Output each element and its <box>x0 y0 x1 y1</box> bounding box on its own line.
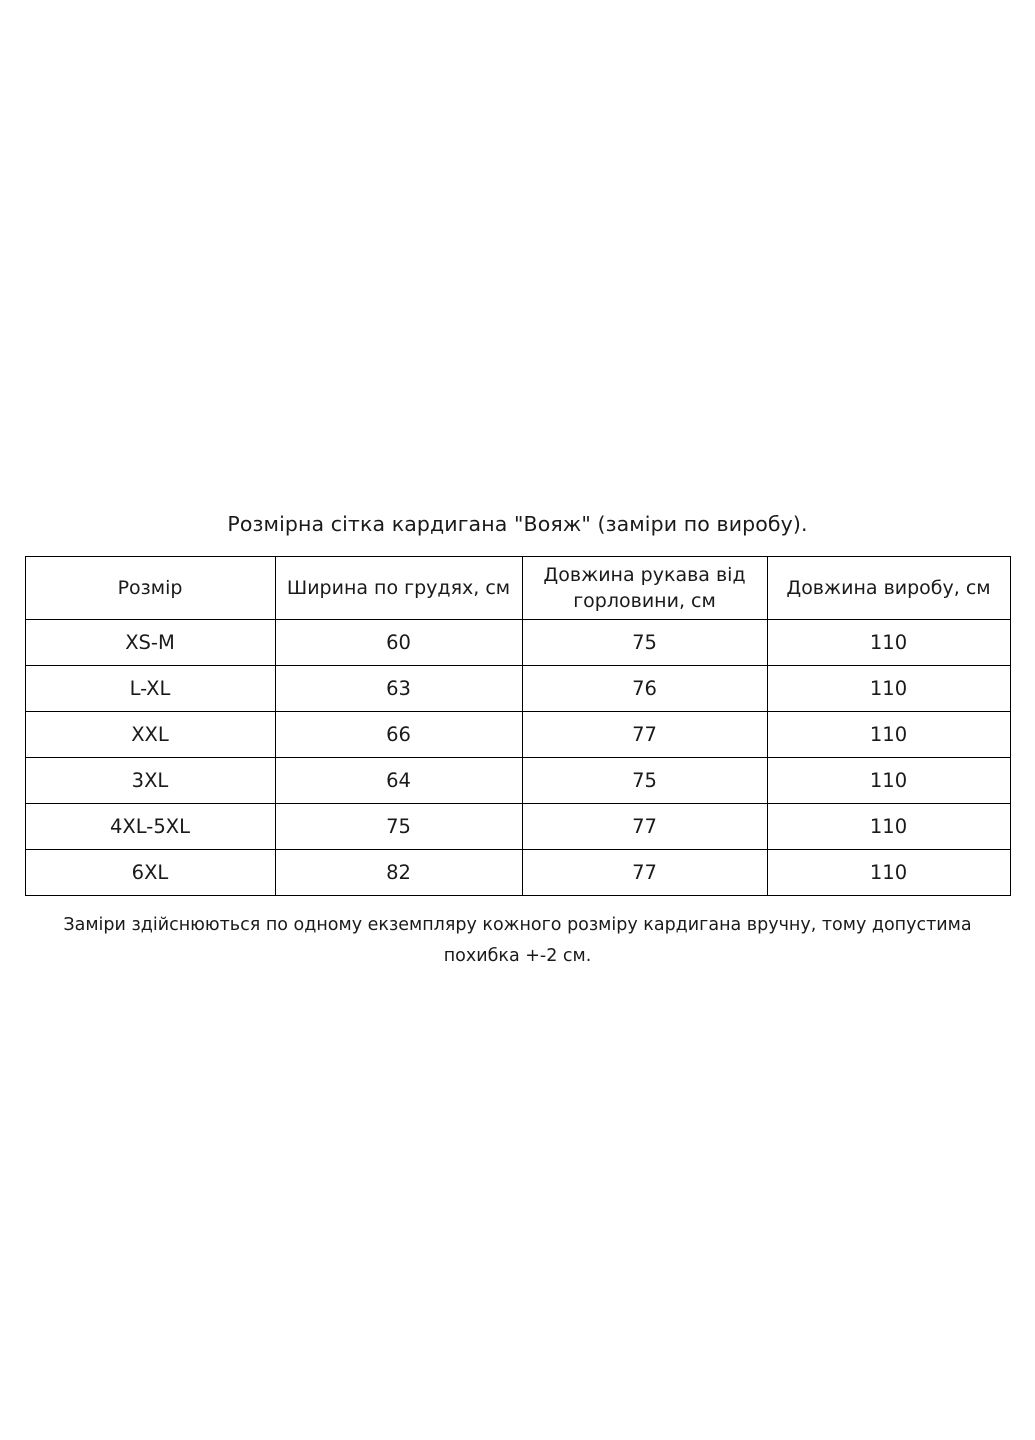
cell-sleeve: 76 <box>522 666 767 712</box>
size-chart-table <box>25 556 1011 896</box>
cell-chest: 75 <box>275 804 522 850</box>
table-row <box>25 620 1010 666</box>
cell-size: 6XL <box>25 850 275 896</box>
cell-length: 110 <box>767 620 1010 666</box>
cell-length: 110 <box>767 758 1010 804</box>
cell-size: 3XL <box>25 758 275 804</box>
cell-length: 110 <box>767 712 1010 758</box>
cell-length: 110 <box>767 804 1010 850</box>
table-row <box>25 712 1010 758</box>
column-header-size: Розмір <box>25 557 275 620</box>
cell-size: XS-M <box>25 620 275 666</box>
table-row <box>25 850 1010 896</box>
cell-chest: 60 <box>275 620 522 666</box>
page-title: Розмірна сітка кардигана "Вояж" (заміри по виробу). <box>227 512 808 536</box>
cell-chest: 63 <box>275 666 522 712</box>
cell-sleeve: 77 <box>522 712 767 758</box>
cell-sleeve: 77 <box>522 850 767 896</box>
cell-sleeve: 77 <box>522 804 767 850</box>
cell-sleeve: 75 <box>522 620 767 666</box>
column-header-sleeve-length: Довжина рукава від горловини, см <box>522 557 767 620</box>
size-chart-block <box>22 510 1013 972</box>
cell-size: XXL <box>25 712 275 758</box>
cell-chest: 82 <box>275 850 522 896</box>
cell-sleeve: 75 <box>522 758 767 804</box>
cell-chest: 66 <box>275 712 522 758</box>
table-row <box>25 666 1010 712</box>
cell-chest: 64 <box>275 758 522 804</box>
column-header-chest-width: Ширина по грудях, см <box>275 557 522 620</box>
table-row <box>25 758 1010 804</box>
table-row <box>25 804 1010 850</box>
cell-size: 4XL-5XL <box>25 804 275 850</box>
cell-length: 110 <box>767 850 1010 896</box>
table-header-row <box>25 557 1010 620</box>
cell-size: L-XL <box>25 666 275 712</box>
cell-length: 110 <box>767 666 1010 712</box>
column-header-product-length: Довжина виробу, см <box>767 557 1010 620</box>
measurement-note: Заміри здійснюються по одному екземпляру кожного розміру кардигана вручну, тому допустима похибка +-2 см. <box>63 915 972 966</box>
